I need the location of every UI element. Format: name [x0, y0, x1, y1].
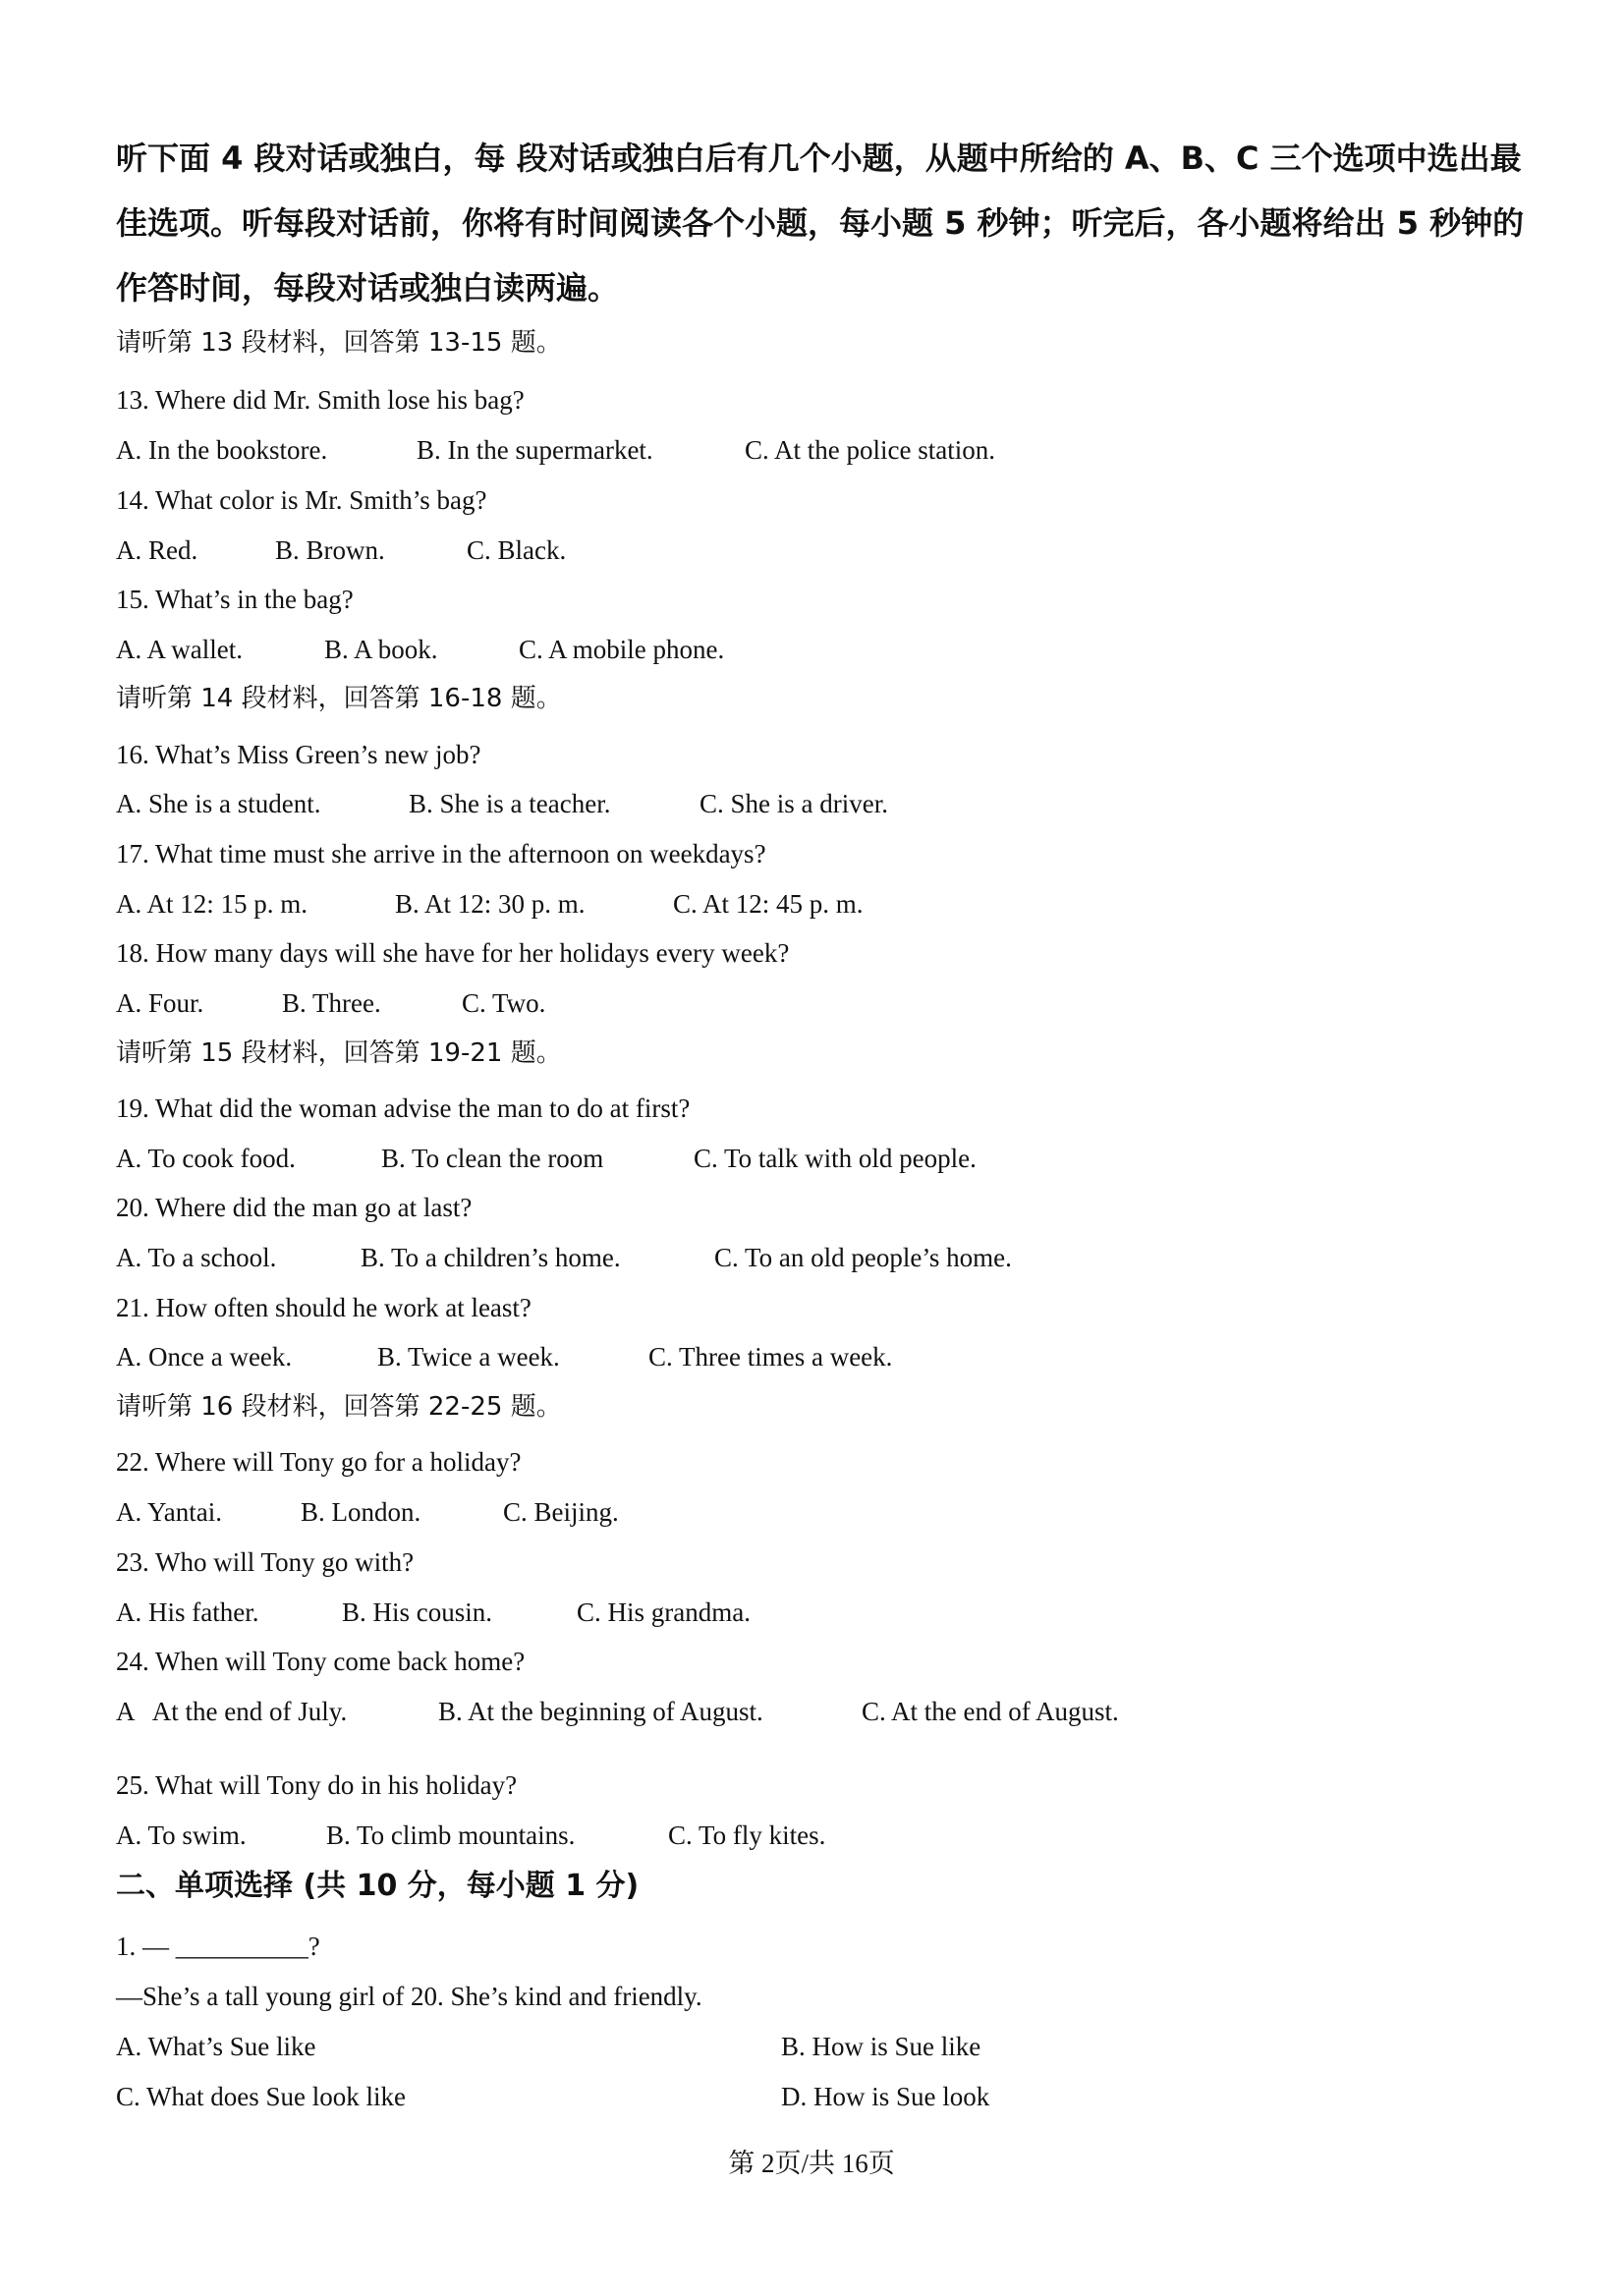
- option-21-a: A. Once a week.: [116, 1342, 293, 1372]
- question-20: 20. Where did the man go at last?: [116, 1193, 473, 1222]
- option-15-c: C. A mobile phone.: [519, 635, 725, 664]
- option-14-a: A. Red.: [116, 535, 198, 565]
- option-24-a: A At the end of July.: [116, 1697, 348, 1726]
- question-17: 17. What time must she arrive in the afternoon on weekdays?: [116, 839, 766, 868]
- option-15-a: A. A wallet.: [116, 635, 243, 664]
- option-16-b: B. She is a teacher.: [409, 789, 611, 818]
- option-13-b: B. In the supermarket.: [417, 435, 653, 465]
- option-13-c: C. At the police station.: [745, 435, 995, 465]
- section-title-multiple-choice: 二、单项选择 (共 10 分，每小题 1 分): [116, 1869, 640, 1903]
- question-13: 13. Where did Mr. Smith lose his bag?: [116, 385, 525, 415]
- option-18-c: C. Two.: [462, 988, 546, 1018]
- section-instruction-16: 请听第 16 段材料，回答第 22-25 题。: [116, 1392, 562, 1422]
- option-23-a: A. His father.: [116, 1597, 259, 1627]
- question-25: 25. What will Tony do in his holiday?: [116, 1770, 518, 1800]
- option-25-c: C. To fly kites.: [668, 1820, 826, 1850]
- mc-option-1-a: A. What’s Sue like: [116, 2032, 316, 2061]
- option-15-b: B. A book.: [324, 635, 438, 664]
- section-instruction-14: 请听第 14 段材料，回答第 16-18 题。: [116, 684, 562, 713]
- listening-instructions: 听下面 4 段对话或独白，每 段对话或独白后有几个小题，从题中所给的 A、B、C 三个选项中选出最佳选项。听每段对话前，你将有时间阅读各个小题，每小题 5 秒钟；听完后，各小题将给出 5 秒钟的作答时间，每段对话或独白读两遍。: [116, 140, 1525, 307]
- option-13-a: A. In the bookstore.: [116, 435, 328, 465]
- option-19-b: B. To clean the room: [381, 1144, 604, 1173]
- option-23-b: B. His cousin.: [342, 1597, 493, 1627]
- option-24-c: C. At the end of August.: [862, 1697, 1119, 1726]
- page-number-footer: 第 2页/共 16页: [728, 2149, 895, 2178]
- mc-option-1-c: C. What does Sue look like: [116, 2082, 406, 2111]
- option-21-c: C. Three times a week.: [648, 1342, 893, 1372]
- question-21: 21. How often should he work at least?: [116, 1293, 532, 1322]
- question-18: 18. How many days will she have for her holidays every week?: [116, 938, 790, 968]
- option-23-c: C. His grandma.: [577, 1597, 751, 1627]
- section-instruction-13: 请听第 13 段材料，回答第 13-15 题。: [116, 328, 562, 358]
- option-20-c: C. To an old people’s home.: [714, 1243, 1012, 1272]
- mc-option-1-b: B. How is Sue like: [781, 2032, 981, 2061]
- section-instruction-15: 请听第 15 段材料，回答第 19-21 题。: [116, 1038, 562, 1068]
- option-25-b: B. To climb mountains.: [326, 1820, 576, 1850]
- question-15: 15. What’s in the bag?: [116, 585, 354, 614]
- question-14: 14. What color is Mr. Smith’s bag?: [116, 485, 487, 515]
- option-20-a: A. To a school.: [116, 1243, 277, 1272]
- mc-question-1-reply: —She’s a tall young girl of 20. She’s kind and friendly.: [116, 1982, 702, 2011]
- option-14-b: B. Brown.: [275, 535, 385, 565]
- option-24-b: B. At the beginning of August.: [438, 1697, 763, 1726]
- question-24: 24. When will Tony come back home?: [116, 1647, 526, 1676]
- option-19-c: C. To talk with old people.: [694, 1144, 977, 1173]
- question-16: 16. What’s Miss Green’s new job?: [116, 740, 481, 769]
- option-19-a: A. To cook food.: [116, 1144, 296, 1173]
- question-22: 22. Where will Tony go for a holiday?: [116, 1447, 522, 1477]
- option-17-c: C. At 12: 45 p. m.: [673, 889, 864, 919]
- option-16-a: A. She is a student.: [116, 789, 321, 818]
- mc-question-1-stem: 1. — __________?: [116, 1932, 320, 1961]
- mc-option-1-d: D. How is Sue look: [781, 2082, 990, 2111]
- option-22-b: B. London.: [301, 1497, 421, 1527]
- option-22-c: C. Beijing.: [503, 1497, 619, 1527]
- option-14-c: C. Black.: [467, 535, 567, 565]
- option-25-a: A. To swim.: [116, 1820, 247, 1850]
- option-21-b: B. Twice a week.: [377, 1342, 560, 1372]
- option-17-b: B. At 12: 30 p. m.: [395, 889, 586, 919]
- option-18-a: A. Four.: [116, 988, 204, 1018]
- option-18-b: B. Three.: [282, 988, 381, 1018]
- option-16-c: C. She is a driver.: [700, 789, 888, 818]
- question-23: 23. Who will Tony go with?: [116, 1547, 415, 1577]
- question-19: 19. What did the woman advise the man to do at first?: [116, 1093, 691, 1123]
- option-17-a: A. At 12: 15 p. m.: [116, 889, 308, 919]
- option-20-b: B. To a children’s home.: [361, 1243, 621, 1272]
- option-22-a: A. Yantai.: [116, 1497, 223, 1527]
